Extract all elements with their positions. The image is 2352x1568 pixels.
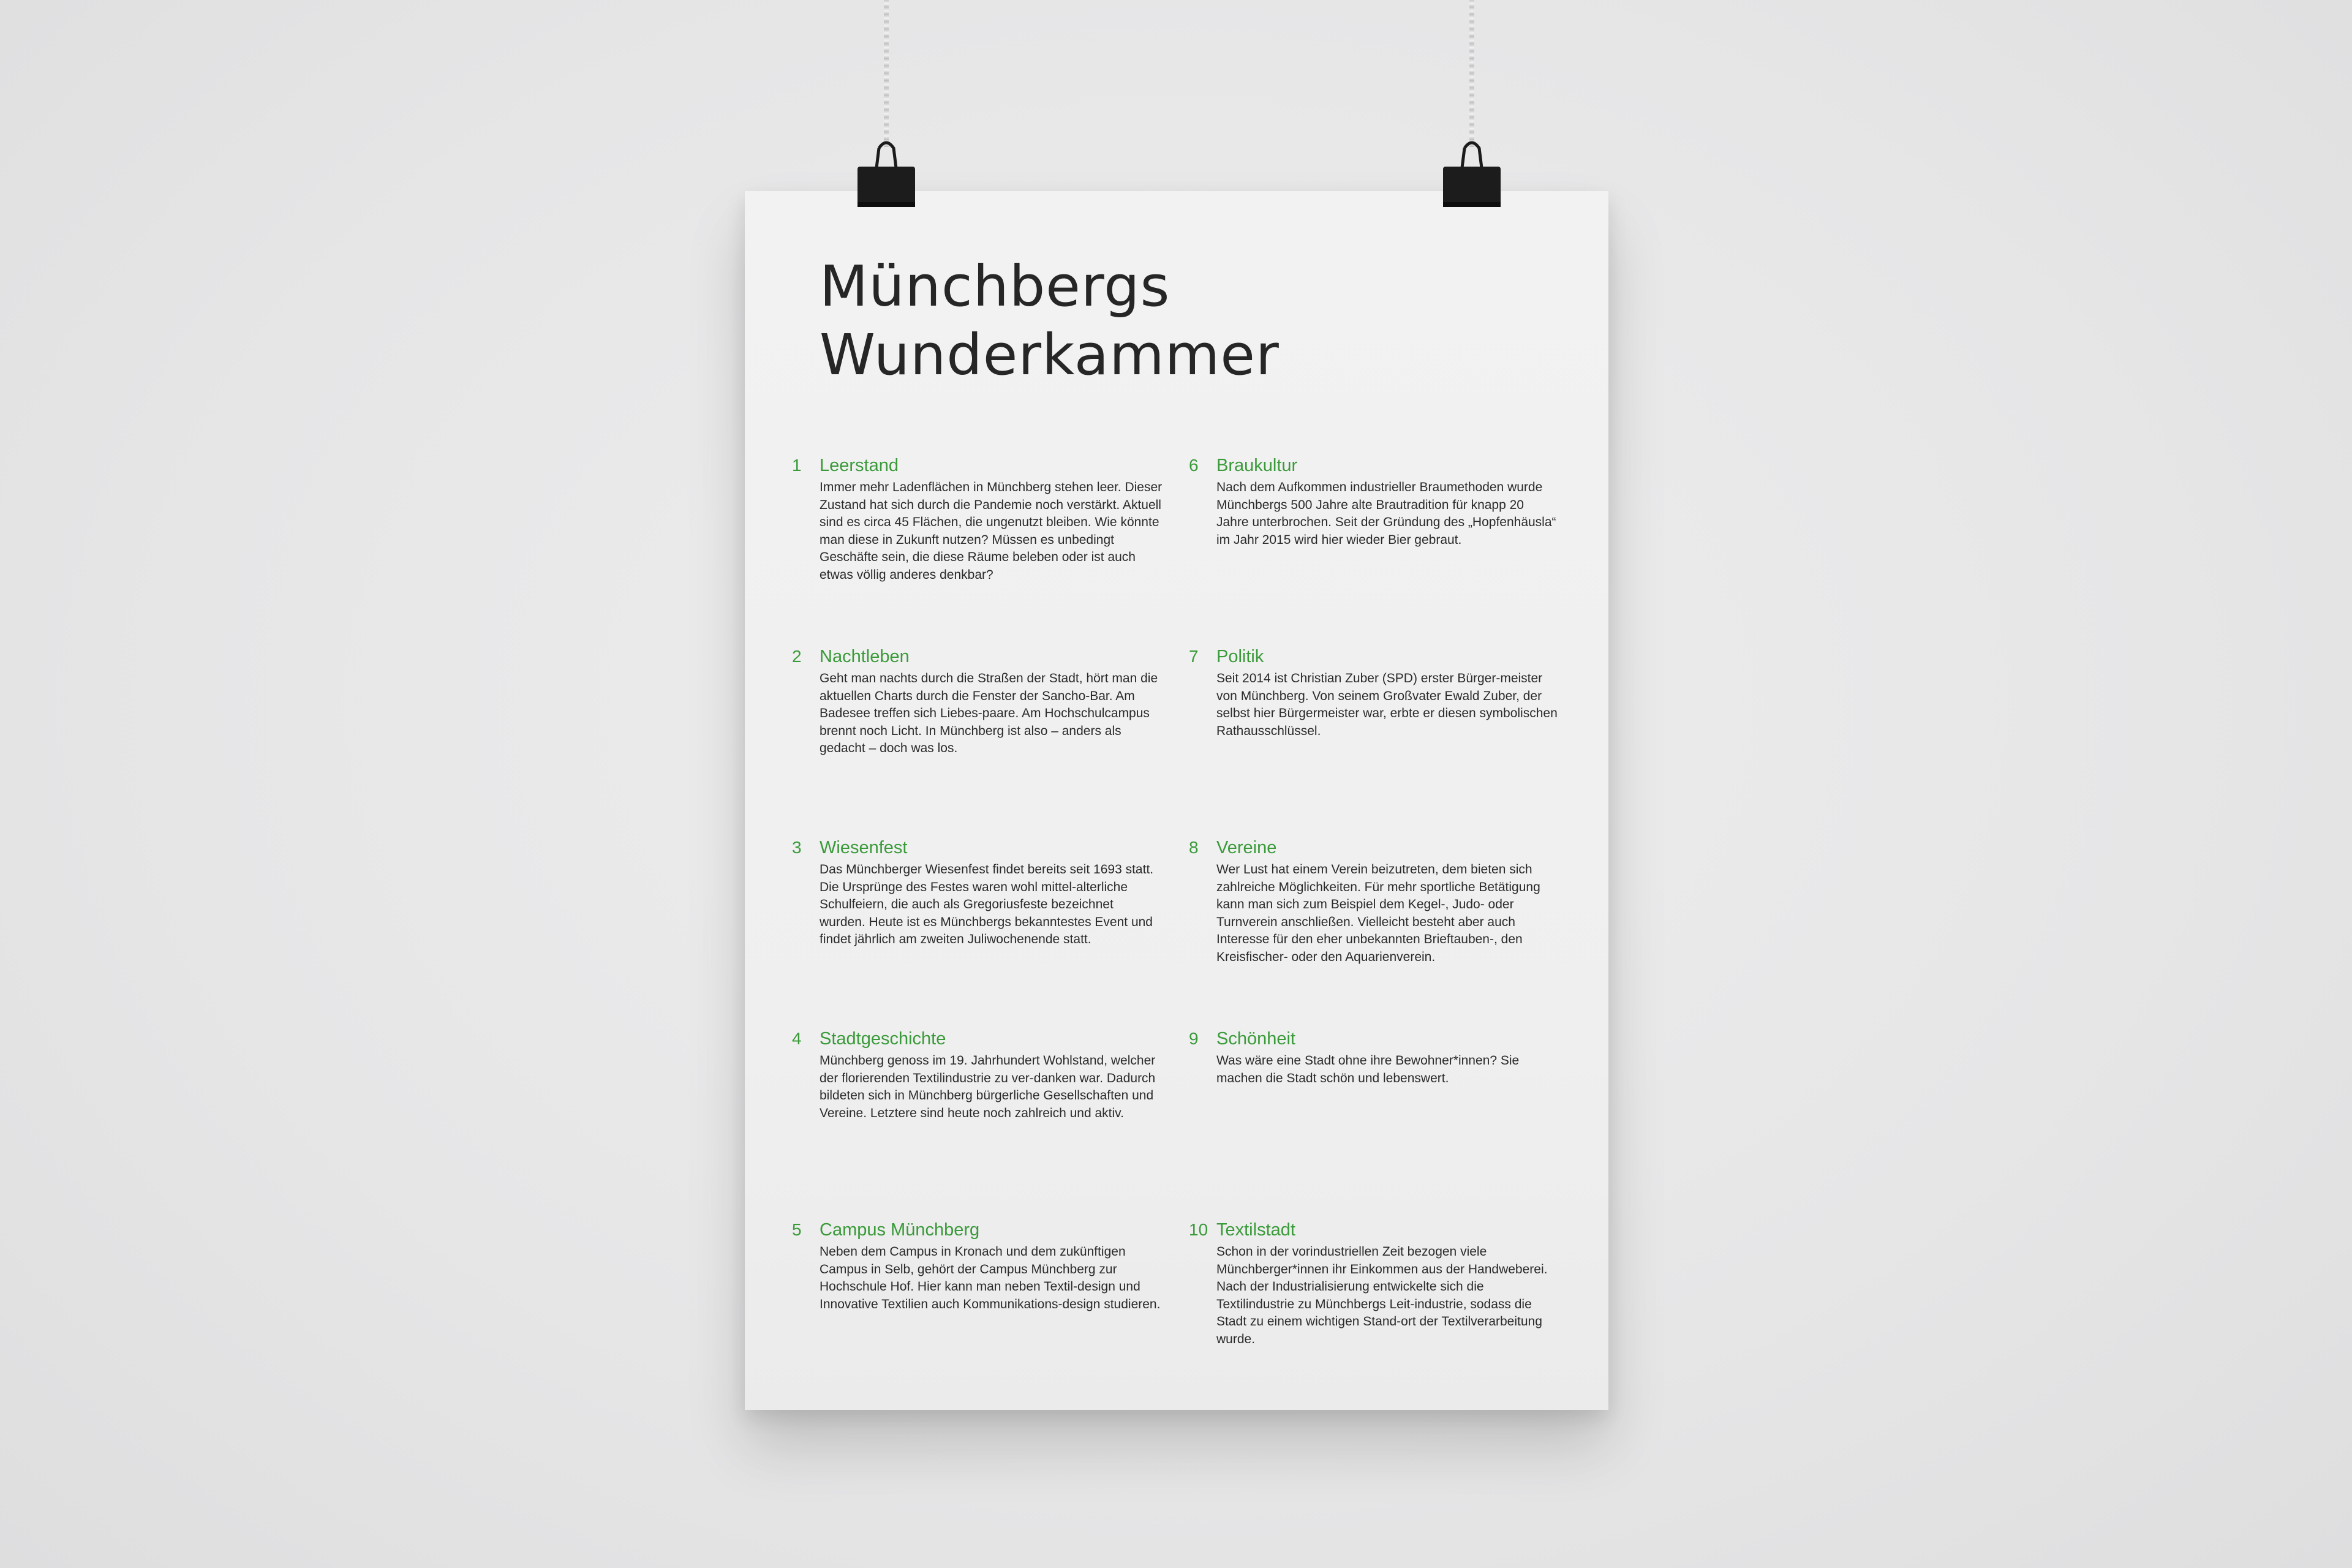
poster-title-line1: Münchbergs bbox=[820, 254, 1170, 319]
entry-number: 9 bbox=[1189, 1029, 1199, 1048]
entry-number: 5 bbox=[792, 1220, 802, 1239]
entry-number: 7 bbox=[1189, 647, 1199, 666]
hanging-string-left bbox=[884, 0, 889, 147]
entry-4 bbox=[792, 1027, 1163, 1122]
poster-title-line2: Wunderkammer bbox=[820, 322, 1280, 388]
entry-3 bbox=[792, 835, 1163, 949]
entry-number: 4 bbox=[792, 1029, 802, 1048]
entry-8 bbox=[1189, 835, 1559, 966]
entry-text: Nach dem Aufkommen industrieller Braumethoden wurde Münchbergs 500 Jahre alte Brautradition für knapp 20 Jahre unterbrochen. Seit der Gründung des „Hopfenhäusla“ im Jahr 2015 wird hier wieder Bier gebraut. bbox=[1216, 480, 1556, 547]
entry-heading: Nachtleben bbox=[820, 647, 910, 666]
entry-2 bbox=[792, 644, 1163, 758]
entry-text: Wer Lust hat einem Verein beizutreten, dem bieten sich zahlreiche Möglichkeiten. Für mehr sportliche Betätigung kann man sich zum Beispiel dem Kegel-, Judo- oder Turnverein anschließen. Vielleicht besteht aber auch Interesse für den eher unbekannten Brieftauben-, den Kreisfischer- oder den Aquarienverein. bbox=[1216, 862, 1540, 964]
entry-heading: Textilstadt bbox=[1216, 1220, 1295, 1240]
entry-heading: Braukultur bbox=[1216, 456, 1298, 475]
binder-clip-right-icon bbox=[1441, 136, 1502, 209]
hanging-string-right bbox=[1469, 0, 1474, 147]
entry-number: 2 bbox=[792, 647, 802, 666]
entry-text: Seit 2014 ist Christian Zuber (SPD) erster Bürger-meister von Münchberg. Von seinem Großvater Ewald Zuber, der selbst hier Bürgermeister war, erbte er diesen symbolischen Rathausschlüssel. bbox=[1216, 671, 1558, 738]
entry-text: Münchberg genoss im 19. Jahrhundert Wohlstand, welcher der florierenden Textilindustrie zu ver-danken war. Dadurch bildeten sich in Münchberg bürgerliche Gesellschaften und Vereine. Letztere sind heute noch zahlreich und aktiv. bbox=[820, 1054, 1156, 1120]
entry-number: 8 bbox=[1189, 838, 1199, 857]
entry-heading: Campus Münchberg bbox=[820, 1220, 980, 1240]
entry-text: Neben dem Campus in Kronach und dem zukünftigen Campus in Selb, gehört der Campus Münchberg zur Hochschule Hof. Hier kann man neben Textil-design und Innovative Textilien auch Kommunikations-design studieren. bbox=[820, 1245, 1161, 1311]
entry-text: Immer mehr Ladenflächen in Münchberg stehen leer. Dieser Zustand hat sich durch die Pandemie noch verstärkt. Aktuell sind es circa 45 Flächen, die ungenutzt bleiben. Wie könnte man diese in Zukunft nutzen? Müssen es unbedingt Geschäfte sein, die diese Räume beleben oder ist auch etwas völlig anderes denkbar? bbox=[820, 480, 1163, 582]
entry-6 bbox=[1189, 453, 1559, 549]
entry-text: Das Münchberger Wiesenfest findet bereits seit 1693 statt. Die Ursprünge des Festes waren wohl mittel-alterliche Schulfeiern, die auch als Gregoriusfeste bezeichnet wurden. Heute ist es Münchbergs bekanntestes Event und findet jährlich am zweiten Juliwochenende statt. bbox=[820, 862, 1154, 946]
entry-number: 1 bbox=[792, 456, 802, 475]
poster bbox=[745, 191, 1608, 1410]
entry-heading: Vereine bbox=[1216, 838, 1277, 858]
entry-text: Was wäre eine Stadt ohne ihre Bewohner*innen? Sie machen die Stadt schön und lebenswert. bbox=[1216, 1054, 1520, 1085]
entry-heading: Stadtgeschichte bbox=[820, 1029, 946, 1049]
entry-10 bbox=[1189, 1218, 1559, 1348]
entry-number: 10 bbox=[1189, 1220, 1208, 1239]
entry-heading: Wiesenfest bbox=[820, 838, 908, 858]
entry-7 bbox=[1189, 644, 1559, 740]
entry-5 bbox=[792, 1218, 1163, 1313]
entry-text: Geht man nachts durch die Straßen der Stadt, hört man die aktuellen Charts durch die Fenster der Sancho-Bar. Am Badesee treffen sich Liebes-paare. Am Hochschulcampus brennt noch Licht. In Münchberg ist also – anders als gedacht – doch was los. bbox=[820, 671, 1158, 755]
entry-number: 6 bbox=[1189, 456, 1199, 475]
entry-heading: Politik bbox=[1216, 647, 1264, 666]
poster-title bbox=[820, 252, 1280, 390]
entry-heading: Leerstand bbox=[820, 456, 899, 475]
entry-1 bbox=[792, 453, 1163, 584]
entry-heading: Schönheit bbox=[1216, 1029, 1295, 1049]
entry-text: Schon in der vorindustriellen Zeit bezogen viele Münchberger*innen ihr Einkommen aus der Handweberei. Nach der Industrialisierung entwickelte sich die Textilindustrie zu Münchbergs Leit-industrie, sodass die Stadt zu einem wichtigen Stand-ort der Textilverarbeitung wurde. bbox=[1216, 1245, 1548, 1346]
binder-clip-left-icon bbox=[856, 136, 917, 209]
entry-number: 3 bbox=[792, 838, 802, 857]
entry-9 bbox=[1189, 1027, 1559, 1087]
